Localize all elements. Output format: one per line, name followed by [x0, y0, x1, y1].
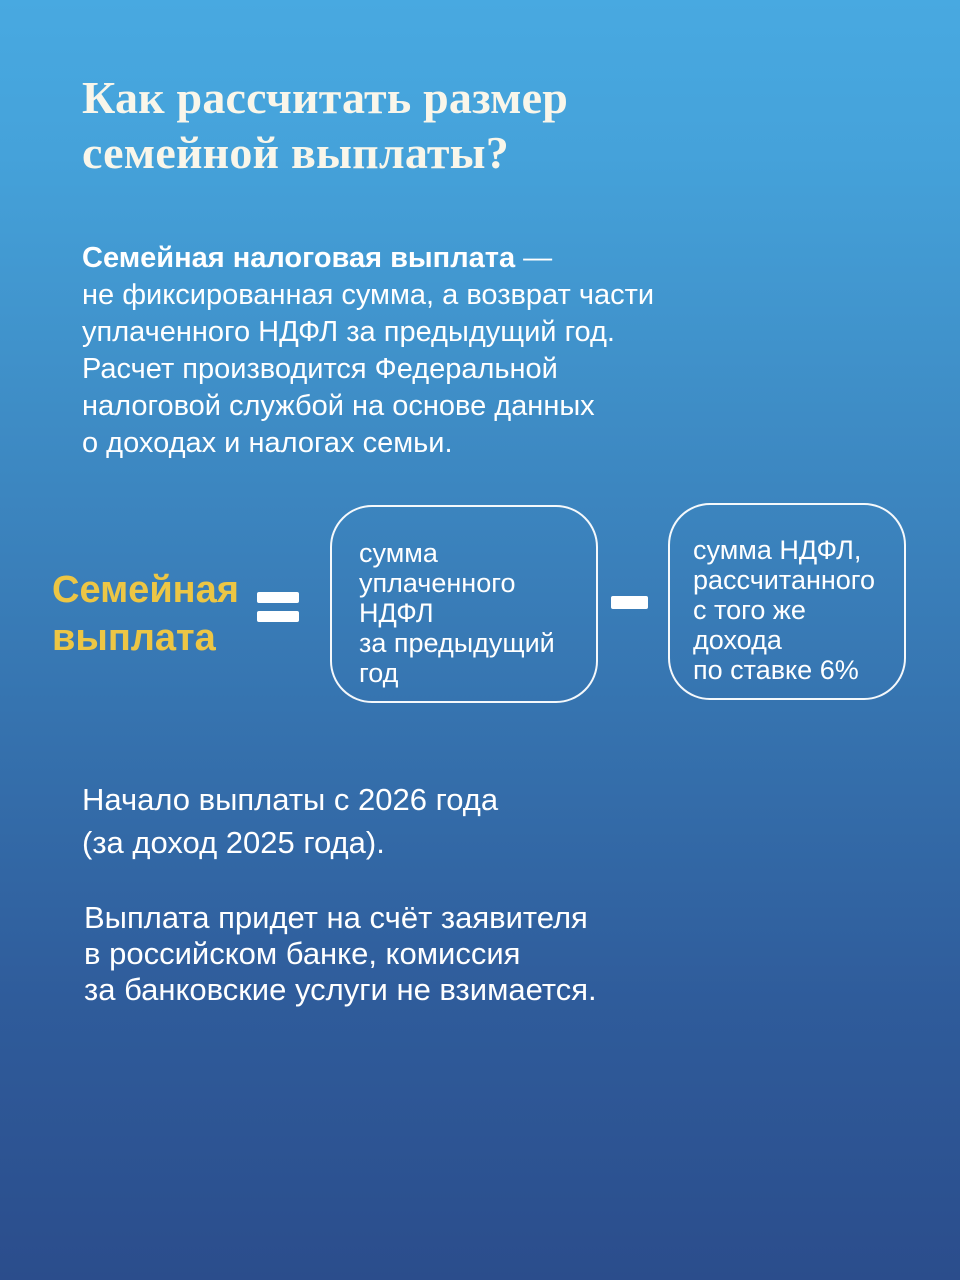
minus-icon [611, 596, 648, 609]
payment-account-note-line-1: Выплата придет на счёт заявителя [84, 900, 588, 935]
payment-account-note-line-2: в российском банке, комиссия [84, 936, 521, 971]
formula-box-line: за предыдущий [359, 628, 555, 658]
equals-bar-top [257, 592, 299, 603]
page-title [82, 70, 568, 180]
title-line-2: семейной выплаты? [82, 127, 509, 178]
intro-line: Расчет производится Федеральной [82, 353, 558, 385]
intro-line: не фиксированная сумма, а возврат части [82, 279, 655, 311]
intro-paragraph [82, 240, 654, 462]
title-line-1: Как рассчитать размер [82, 72, 569, 123]
intro-lead-line [82, 240, 654, 277]
start-date-note-line-1: Начало выплаты с 2026 года [82, 782, 499, 817]
formula-box-line: дохода [693, 625, 782, 655]
formula-result-label [52, 566, 239, 662]
formula-box-line: с того же [693, 595, 806, 625]
start-date-note [82, 778, 498, 864]
formula-result-label-line-2: выплата [52, 617, 216, 659]
intro-line: о доходах и налогах семьи. [82, 427, 453, 459]
formula-box-line: уплаченного [359, 568, 516, 598]
equals-icon [257, 592, 299, 630]
formula-box-line: сумма НДФЛ, [693, 535, 862, 565]
formula-box-line: год [359, 658, 399, 688]
formula-box-line: рассчитанного [693, 565, 876, 595]
formula-box-ndfl-6-percent [668, 503, 906, 700]
equals-bar-bottom [257, 611, 299, 622]
formula-box-line: по ставке 6% [693, 655, 859, 685]
intro-line: уплаченного НДФЛ за предыдущий год. [82, 316, 615, 348]
payment-account-note [84, 900, 597, 1008]
formula-box-line: сумма [359, 538, 438, 568]
start-date-note-line-2: (за доход 2025 года). [82, 825, 385, 860]
intro-lead-term: Семейная налоговая выплата [82, 242, 516, 274]
intro-lead-dash: — [515, 242, 553, 274]
formula-box-paid-ndfl [330, 505, 598, 703]
formula-box-line: НДФЛ [359, 598, 434, 628]
payment-account-note-line-3: за банковские услуги не взимается. [84, 972, 597, 1007]
formula-result-label-line-1: Семейная [52, 569, 239, 611]
intro-line: налоговой службой на основе данных [82, 390, 595, 422]
